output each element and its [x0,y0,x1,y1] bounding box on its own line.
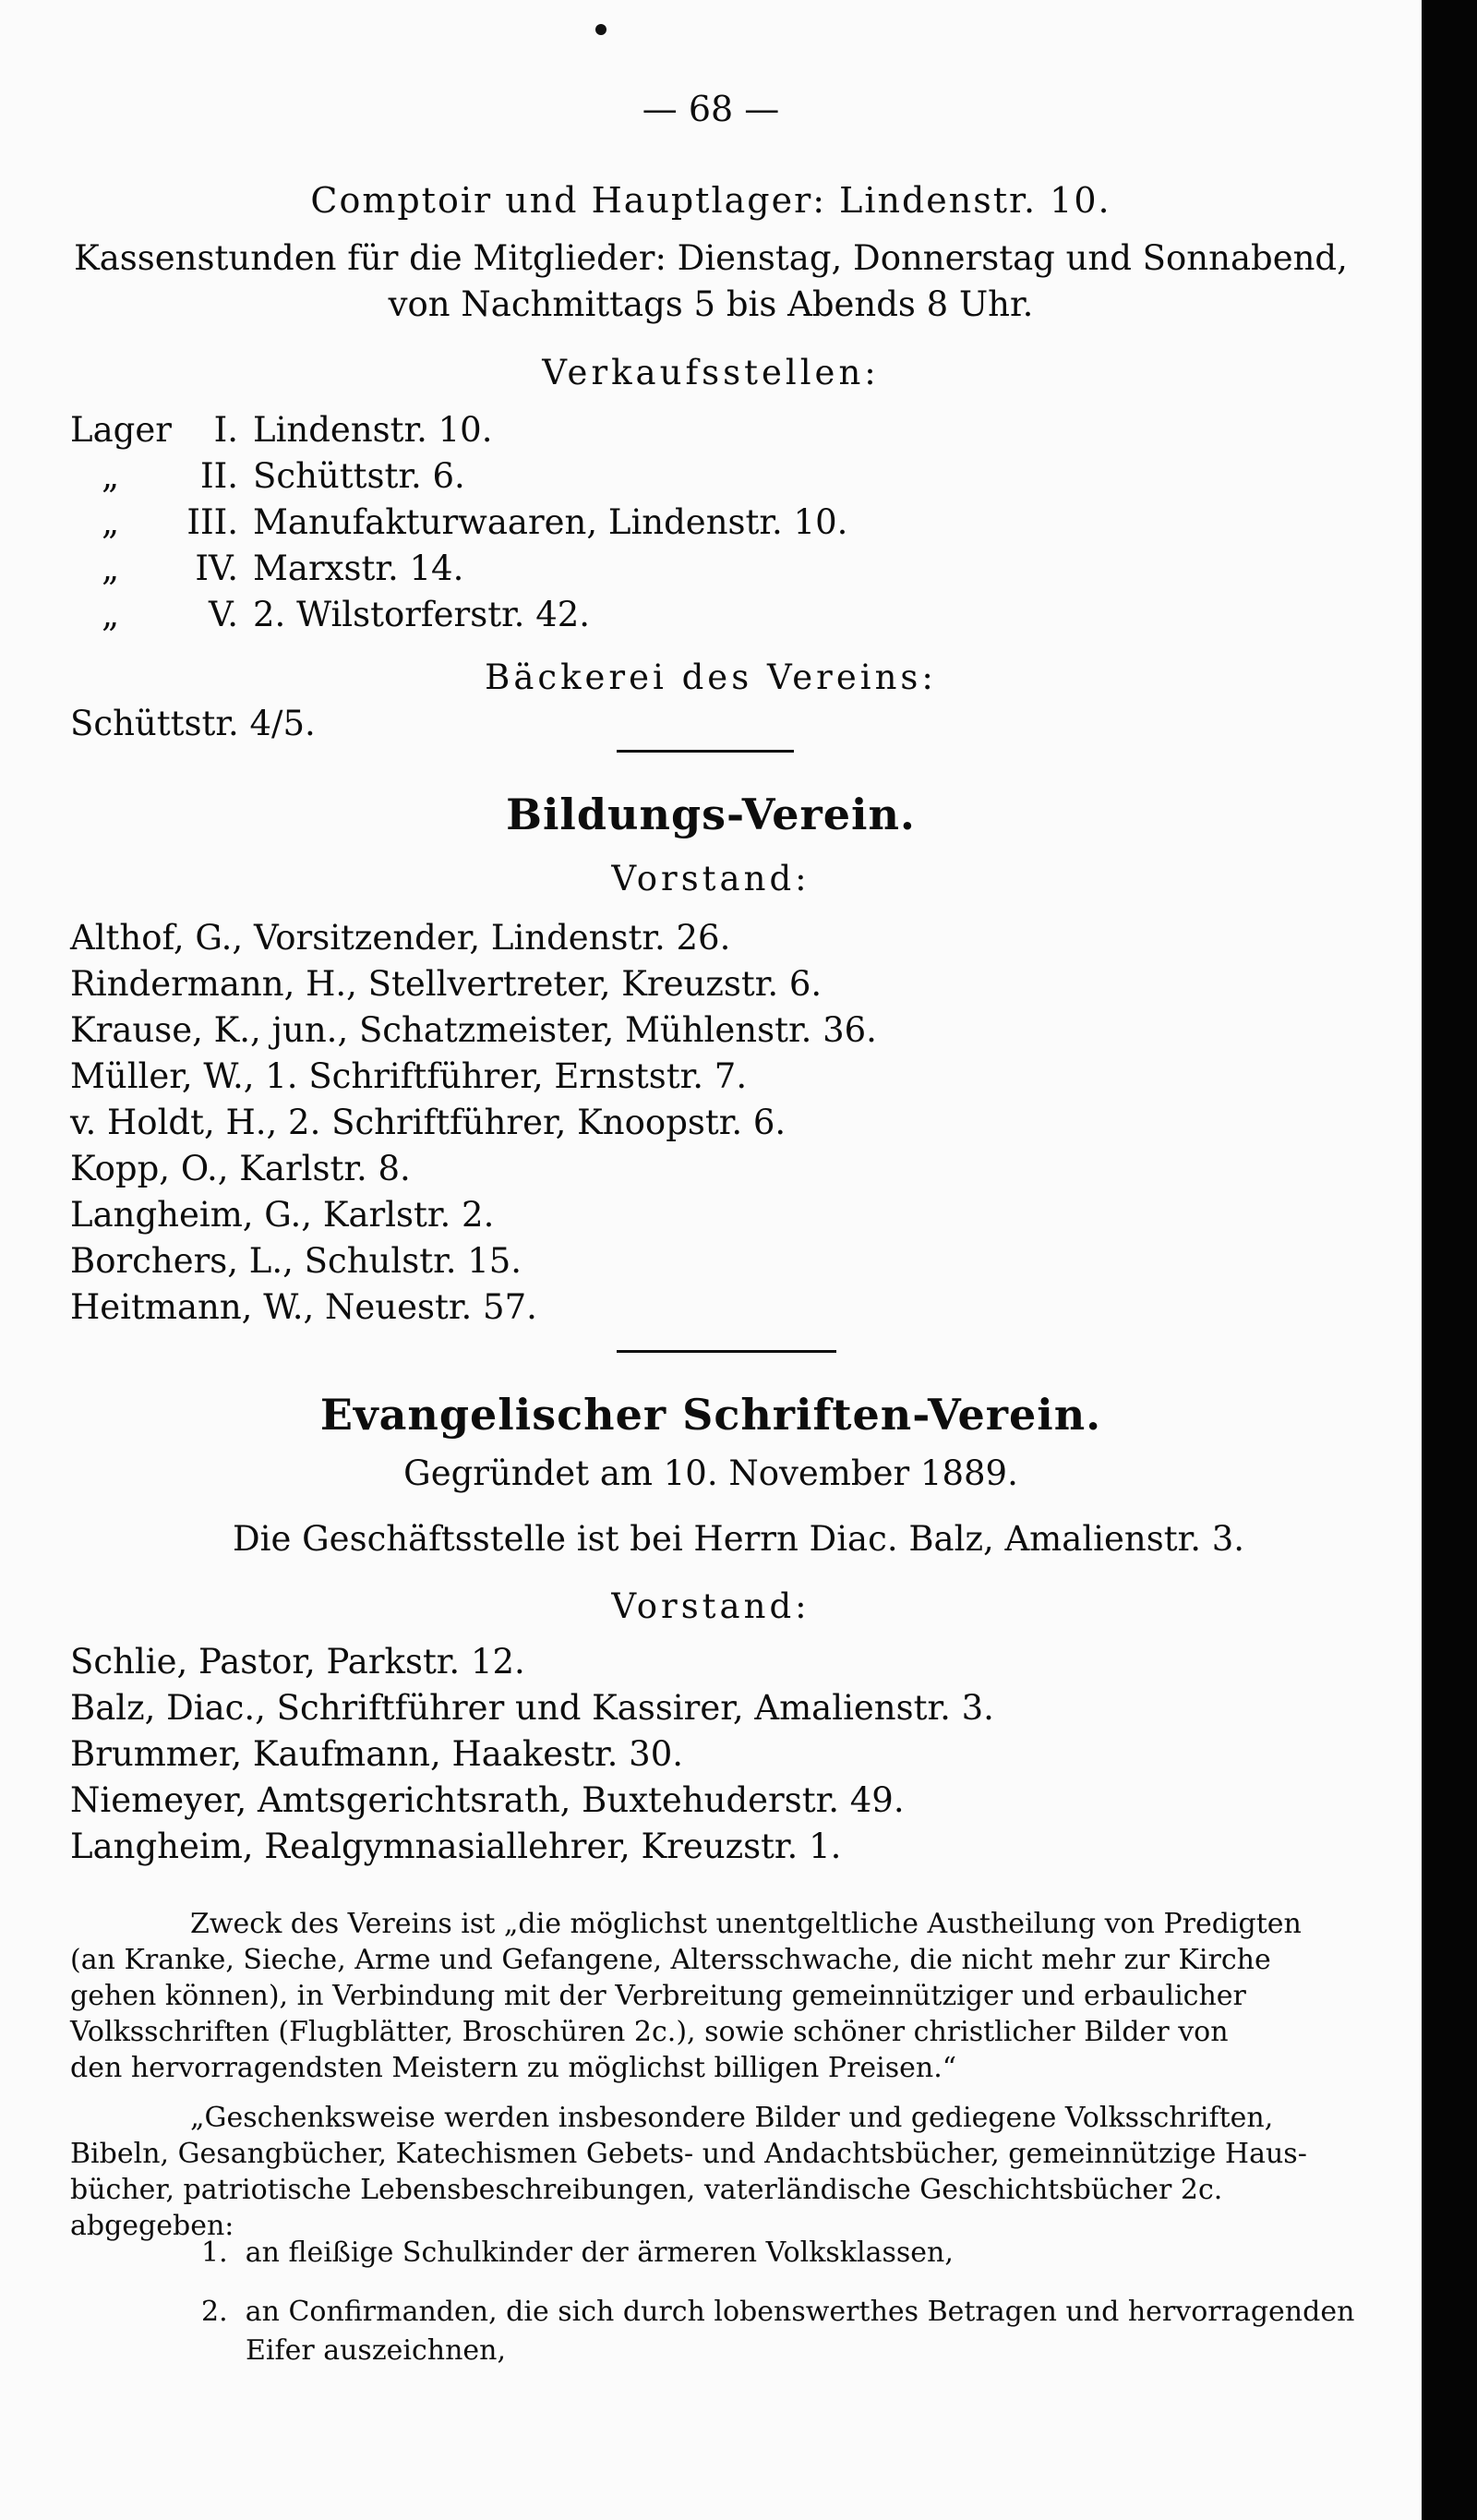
outlet-row: „ III. Manufakturwaaren, Lindenstr. 10. [102,502,848,542]
purpose-paragraph [70,1906,1392,2086]
bildungs-member: v. Holdt, H., 2. Schriftführer, Knoopstr. 6. [70,1103,787,1142]
evangelisch-member: Langheim, Realgymnasiallehrer, Kreuzstr. 1. [70,1827,842,1866]
purpose-line: den hervorragendsten Meistern zu möglichst billigen Preisen.“ [70,2052,957,2084]
bildungs-member: Kopp, O., Karlstr. 8. [70,1149,411,1188]
section-divider [617,750,794,753]
outlet-row: Lager I. Lindenstr. 10. [70,410,493,450]
bakery-address: Schüttstr. 4/5. [70,704,316,743]
print-speck [595,24,606,35]
evangelisch-member: Balz, Diac., Schriftführer und Kassirer, Amalienstr. 3. [70,1688,994,1728]
store-hours-line2: von Nachmittags 5 bis Abends 8 Uhr. [388,284,1034,324]
purpose-line: Zweck des Vereins ist „die möglichst unentgeltliche Austheilung von Predigten [190,1908,1302,1940]
bildungs-member: Müller, W., 1. Schriftführer, Ernststr. 7. [70,1056,748,1096]
purpose-line: (an Kranke, Sieche, Arme und Gefangene, Altersschwache, die nicht mehr zur Kirche [70,1944,1271,1976]
book-spine-shadow [1422,0,1477,2520]
bildungs-member: Krause, K., jun., Schatzmeister, Mühlenstr. 36. [70,1010,877,1050]
store-address: Comptoir und Hauptlager: Lindenstr. 10. [310,180,1111,221]
gift-list-item: 1. an fleißige Schulkinder der ärmeren Volksklassen, [201,2237,954,2269]
bakery-heading: Bäckerei des Vereins: [485,657,937,697]
bildungs-board-heading: Vorstand: [611,859,811,898]
evangelisch-member: Brummer, Kaufmann, Haakestr. 30. [70,1734,684,1774]
outlet-row: „ II. Schüttstr. 6. [102,456,465,496]
bildungs-member: Heitmann, W., Neuestr. 57. [70,1287,537,1327]
gift-line: bücher, patriotische Lebensbeschreibungen, vaterländische Geschichtsbücher 2c. abgegeben: [70,2174,1223,2242]
store-hours-line1: Kassenstunden für die Mitglieder: Dienstag, Donnerstag und Sonnabend, [74,238,1348,278]
bildungs-member: Langheim, G., Karlstr. 2. [70,1195,495,1235]
gift-list-item: 2. an Confirmanden, die sich durch lobenswerthes Betragen und hervorragenden [201,2296,1355,2328]
evangelisch-office: Die Geschäftsstelle ist bei Herrn Diac. Balz, Amalienstr. 3. [232,1519,1245,1559]
outlets-heading: Verkaufsstellen: [542,353,880,392]
purpose-line: gehen können), in Verbindung mit der Verbreitung gemeinnütziger und erbaulicher [70,1980,1246,2012]
gift-list-item-continuation: Eifer auszeichnen, [246,2334,507,2367]
page-number: — 68 — [642,89,780,129]
section-divider [617,1350,836,1353]
bildungs-member: Borchers, L., Schulstr. 15. [70,1241,522,1281]
outlet-row: „ IV. Marxstr. 14. [102,549,464,588]
evangelisch-title: Evangelischer Schriften-Verein. [319,1390,1102,1440]
evangelisch-member: Schlie, Pastor, Parkstr. 12. [70,1642,525,1682]
bildungs-member: Rindermann, H., Stellvertreter, Kreuzstr. 6. [70,964,823,1004]
bildungs-member: Althof, G., Vorsitzender, Lindenstr. 26. [70,918,731,958]
evangelisch-board-heading: Vorstand: [611,1586,811,1626]
evangelisch-member: Niemeyer, Amtsgerichtsrath, Buxtehuderstr. 49. [70,1780,905,1820]
gift-paragraph [70,2100,1392,2244]
gift-line: „Geschenksweise werden insbesondere Bilder und gediegene Volksschriften, [190,2102,1274,2134]
evangelisch-founded: Gegründet am 10. November 1889. [403,1453,1018,1493]
gift-line: Bibeln, Gesangbücher, Katechismen Gebets- und Andachtsbücher, gemeinnützige Haus- [70,2138,1307,2170]
bildungs-title: Bildungs-Verein. [506,790,916,839]
outlet-row: „ V. 2. Wilstorferstr. 42. [102,595,591,634]
purpose-line: Volksschriften (Flugblätter, Broschüren 2c.), sowie schöner christlicher Bilder von [70,2016,1229,2048]
